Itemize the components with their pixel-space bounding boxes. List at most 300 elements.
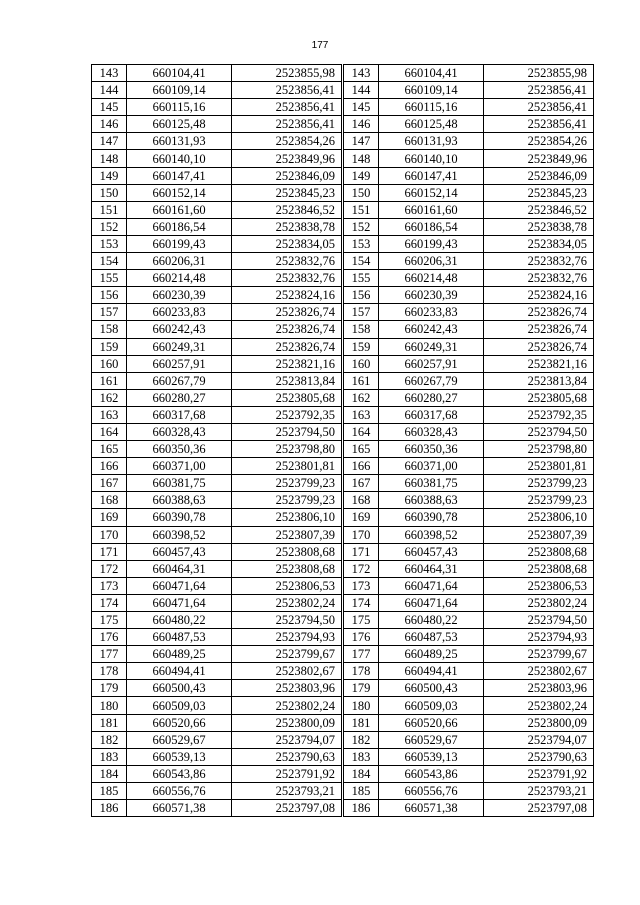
x-coordinate-cell: 660529,67: [127, 731, 232, 748]
point-number-cell: 152: [92, 218, 127, 235]
coordinates-table-right: [343, 64, 594, 817]
y-coordinate-cell: 2523854,26: [484, 133, 594, 150]
table-row: [92, 218, 342, 235]
x-coordinate-cell: 660233,83: [379, 304, 484, 321]
table-row: [92, 372, 342, 389]
y-coordinate-cell: 2523792,35: [232, 406, 342, 423]
x-coordinate-cell: 660206,31: [127, 253, 232, 270]
x-coordinate-cell: 660500,43: [379, 680, 484, 697]
point-number-cell: 156: [344, 287, 379, 304]
table-row: [92, 423, 342, 440]
x-coordinate-cell: 660509,03: [379, 697, 484, 714]
y-coordinate-cell: 2523791,92: [232, 765, 342, 782]
x-coordinate-cell: 660109,14: [127, 82, 232, 99]
x-coordinate-cell: 660199,43: [379, 235, 484, 252]
table-row: [344, 133, 594, 150]
point-number-cell: 147: [344, 133, 379, 150]
y-coordinate-cell: 2523792,35: [484, 406, 594, 423]
point-number-cell: 158: [344, 321, 379, 338]
y-coordinate-cell: 2523846,09: [484, 167, 594, 184]
x-coordinate-cell: 660214,48: [379, 270, 484, 287]
point-number-cell: 153: [92, 235, 127, 252]
point-number-cell: 171: [92, 543, 127, 560]
y-coordinate-cell: 2523806,10: [232, 509, 342, 526]
table-row: [344, 458, 594, 475]
x-coordinate-cell: 660233,83: [127, 304, 232, 321]
y-coordinate-cell: 2523832,76: [484, 270, 594, 287]
y-coordinate-cell: 2523806,53: [232, 577, 342, 594]
x-coordinate-cell: 660371,00: [379, 458, 484, 475]
y-coordinate-cell: 2523794,93: [484, 629, 594, 646]
table-row: [344, 800, 594, 817]
table-row: [92, 270, 342, 287]
table-row: [92, 782, 342, 799]
point-number-cell: 173: [92, 577, 127, 594]
point-number-cell: 154: [344, 253, 379, 270]
x-coordinate-cell: 660543,86: [127, 765, 232, 782]
x-coordinate-cell: 660471,64: [127, 594, 232, 611]
x-coordinate-cell: 660161,60: [127, 201, 232, 218]
y-coordinate-cell: 2523834,05: [484, 235, 594, 252]
y-coordinate-cell: 2523856,41: [484, 82, 594, 99]
table-row: [92, 321, 342, 338]
point-number-cell: 167: [92, 475, 127, 492]
point-number-cell: 183: [344, 748, 379, 765]
table-row: [344, 355, 594, 372]
x-coordinate-cell: 660186,54: [379, 218, 484, 235]
table-row: [344, 629, 594, 646]
table-row: [92, 492, 342, 509]
y-coordinate-cell: 2523807,39: [484, 526, 594, 543]
x-coordinate-cell: 660242,43: [379, 321, 484, 338]
point-number-cell: 144: [92, 82, 127, 99]
table-row: [92, 116, 342, 133]
table-row: [92, 680, 342, 697]
x-coordinate-cell: 660131,93: [379, 133, 484, 150]
y-coordinate-cell: 2523802,24: [232, 594, 342, 611]
table-row: [92, 441, 342, 458]
point-number-cell: 153: [344, 235, 379, 252]
table-row: [92, 663, 342, 680]
x-coordinate-cell: 660539,13: [379, 748, 484, 765]
point-number-cell: 144: [344, 82, 379, 99]
point-number-cell: 163: [92, 406, 127, 423]
y-coordinate-cell: 2523799,67: [232, 646, 342, 663]
y-coordinate-cell: 2523801,81: [484, 458, 594, 475]
point-number-cell: 172: [92, 560, 127, 577]
table-row: [92, 167, 342, 184]
y-coordinate-cell: 2523856,41: [232, 99, 342, 116]
point-number-cell: 172: [344, 560, 379, 577]
y-coordinate-cell: 2523808,68: [232, 543, 342, 560]
y-coordinate-cell: 2523806,10: [484, 509, 594, 526]
y-coordinate-cell: 2523801,81: [232, 458, 342, 475]
y-coordinate-cell: 2523821,16: [484, 355, 594, 372]
x-coordinate-cell: 660109,14: [379, 82, 484, 99]
table-row: [92, 509, 342, 526]
coordinates-table-left: [91, 64, 342, 817]
table-row: [344, 65, 594, 82]
table-row: [344, 270, 594, 287]
point-number-cell: 173: [344, 577, 379, 594]
table-row: [344, 235, 594, 252]
y-coordinate-cell: 2523805,68: [232, 389, 342, 406]
x-coordinate-cell: 660480,22: [379, 612, 484, 629]
x-coordinate-cell: 660571,38: [379, 800, 484, 817]
x-coordinate-cell: 660480,22: [127, 612, 232, 629]
x-coordinate-cell: 660350,36: [379, 441, 484, 458]
point-number-cell: 149: [344, 167, 379, 184]
y-coordinate-cell: 2523826,74: [232, 321, 342, 338]
x-coordinate-cell: 660257,91: [379, 355, 484, 372]
x-coordinate-cell: 660257,91: [127, 355, 232, 372]
x-coordinate-cell: 660267,79: [127, 372, 232, 389]
x-coordinate-cell: 660152,14: [127, 184, 232, 201]
point-number-cell: 177: [92, 646, 127, 663]
y-coordinate-cell: 2523798,80: [232, 441, 342, 458]
point-number-cell: 162: [344, 389, 379, 406]
point-number-cell: 171: [344, 543, 379, 560]
table-row: [92, 748, 342, 765]
table-row: [344, 218, 594, 235]
x-coordinate-cell: 660186,54: [127, 218, 232, 235]
table-row: [344, 714, 594, 731]
point-number-cell: 184: [92, 765, 127, 782]
x-coordinate-cell: 660529,67: [379, 731, 484, 748]
table-row: [344, 663, 594, 680]
y-coordinate-cell: 2523794,07: [484, 731, 594, 748]
point-number-cell: 170: [92, 526, 127, 543]
table-row: [344, 543, 594, 560]
y-coordinate-cell: 2523794,07: [232, 731, 342, 748]
x-coordinate-cell: 660494,41: [127, 663, 232, 680]
table-row: [92, 287, 342, 304]
x-coordinate-cell: 660104,41: [379, 65, 484, 82]
x-coordinate-cell: 660371,00: [127, 458, 232, 475]
point-number-cell: 166: [344, 458, 379, 475]
point-number-cell: 161: [92, 372, 127, 389]
y-coordinate-cell: 2523808,68: [232, 560, 342, 577]
y-coordinate-cell: 2523826,74: [232, 304, 342, 321]
x-coordinate-cell: 660556,76: [127, 782, 232, 799]
table-row: [344, 782, 594, 799]
y-coordinate-cell: 2523803,96: [484, 680, 594, 697]
point-number-cell: 165: [92, 441, 127, 458]
table-row: [344, 372, 594, 389]
table-row: [344, 201, 594, 218]
table-row: [344, 167, 594, 184]
x-coordinate-cell: 660520,66: [379, 714, 484, 731]
point-number-cell: 157: [92, 304, 127, 321]
point-number-cell: 165: [344, 441, 379, 458]
y-coordinate-cell: 2523808,68: [484, 560, 594, 577]
x-coordinate-cell: 660242,43: [127, 321, 232, 338]
point-number-cell: 183: [92, 748, 127, 765]
y-coordinate-cell: 2523838,78: [232, 218, 342, 235]
x-coordinate-cell: 660140,10: [379, 150, 484, 167]
table-row: [344, 748, 594, 765]
y-coordinate-cell: 2523798,80: [484, 441, 594, 458]
x-coordinate-cell: 660328,43: [127, 423, 232, 440]
point-number-cell: 185: [344, 782, 379, 799]
table-row: [92, 133, 342, 150]
table-row: [344, 509, 594, 526]
y-coordinate-cell: 2523805,68: [484, 389, 594, 406]
x-coordinate-cell: 660115,16: [379, 99, 484, 116]
table-row: [344, 338, 594, 355]
point-number-cell: 151: [92, 201, 127, 218]
point-number-cell: 182: [344, 731, 379, 748]
table-row: [344, 99, 594, 116]
y-coordinate-cell: 2523832,76: [484, 253, 594, 270]
x-coordinate-cell: 660125,48: [379, 116, 484, 133]
x-coordinate-cell: 660494,41: [379, 663, 484, 680]
point-number-cell: 186: [344, 800, 379, 817]
y-coordinate-cell: 2523802,24: [484, 594, 594, 611]
table-row: [92, 526, 342, 543]
y-coordinate-cell: 2523793,21: [484, 782, 594, 799]
point-number-cell: 178: [92, 663, 127, 680]
table-row: [344, 304, 594, 321]
point-number-cell: 147: [92, 133, 127, 150]
table-row: [344, 765, 594, 782]
point-number-cell: 156: [92, 287, 127, 304]
x-coordinate-cell: 660350,36: [127, 441, 232, 458]
y-coordinate-cell: 2523855,98: [232, 65, 342, 82]
x-coordinate-cell: 660115,16: [127, 99, 232, 116]
table-row: [344, 253, 594, 270]
x-coordinate-cell: 660328,43: [379, 423, 484, 440]
x-coordinate-cell: 660381,75: [379, 475, 484, 492]
point-number-cell: 159: [344, 338, 379, 355]
table-row: [92, 304, 342, 321]
table-row: [92, 253, 342, 270]
x-coordinate-cell: 660457,43: [127, 543, 232, 560]
y-coordinate-cell: 2523799,23: [232, 492, 342, 509]
point-number-cell: 178: [344, 663, 379, 680]
x-coordinate-cell: 660543,86: [379, 765, 484, 782]
x-coordinate-cell: 660249,31: [127, 338, 232, 355]
y-coordinate-cell: 2523800,09: [232, 714, 342, 731]
table-row: [92, 201, 342, 218]
table-row: [344, 492, 594, 509]
x-coordinate-cell: 660140,10: [127, 150, 232, 167]
y-coordinate-cell: 2523802,24: [232, 697, 342, 714]
table-row: [92, 800, 342, 817]
x-coordinate-cell: 660381,75: [127, 475, 232, 492]
table-row: [92, 406, 342, 423]
y-coordinate-cell: 2523845,23: [484, 184, 594, 201]
point-number-cell: 179: [344, 680, 379, 697]
table-row: [92, 235, 342, 252]
y-coordinate-cell: 2523824,16: [484, 287, 594, 304]
y-coordinate-cell: 2523806,53: [484, 577, 594, 594]
y-coordinate-cell: 2523813,84: [484, 372, 594, 389]
x-coordinate-cell: 660398,52: [379, 526, 484, 543]
point-number-cell: 154: [92, 253, 127, 270]
point-number-cell: 185: [92, 782, 127, 799]
x-coordinate-cell: 660390,78: [379, 509, 484, 526]
x-coordinate-cell: 660206,31: [379, 253, 484, 270]
x-coordinate-cell: 660147,41: [127, 167, 232, 184]
y-coordinate-cell: 2523797,08: [232, 800, 342, 817]
point-number-cell: 176: [92, 629, 127, 646]
y-coordinate-cell: 2523802,67: [232, 663, 342, 680]
y-coordinate-cell: 2523832,76: [232, 253, 342, 270]
table-row: [344, 577, 594, 594]
x-coordinate-cell: 660500,43: [127, 680, 232, 697]
y-coordinate-cell: 2523808,68: [484, 543, 594, 560]
point-number-cell: 159: [92, 338, 127, 355]
x-coordinate-cell: 660317,68: [127, 406, 232, 423]
point-number-cell: 146: [92, 116, 127, 133]
x-coordinate-cell: 660464,31: [127, 560, 232, 577]
x-coordinate-cell: 660457,43: [379, 543, 484, 560]
x-coordinate-cell: 660131,93: [127, 133, 232, 150]
point-number-cell: 164: [92, 423, 127, 440]
table-row: [92, 594, 342, 611]
point-number-cell: 174: [92, 594, 127, 611]
y-coordinate-cell: 2523846,52: [232, 201, 342, 218]
table-row: [344, 82, 594, 99]
table-row: [92, 65, 342, 82]
x-coordinate-cell: 660147,41: [379, 167, 484, 184]
point-number-cell: 148: [92, 150, 127, 167]
table-row: [344, 560, 594, 577]
x-coordinate-cell: 660267,79: [379, 372, 484, 389]
point-number-cell: 170: [344, 526, 379, 543]
x-coordinate-cell: 660489,25: [379, 646, 484, 663]
point-number-cell: 166: [92, 458, 127, 475]
table-row: [344, 406, 594, 423]
x-coordinate-cell: 660471,64: [379, 594, 484, 611]
y-coordinate-cell: 2523799,23: [484, 492, 594, 509]
table-row: [92, 99, 342, 116]
y-coordinate-cell: 2523824,16: [232, 287, 342, 304]
y-coordinate-cell: 2523807,39: [232, 526, 342, 543]
y-coordinate-cell: 2523799,23: [484, 475, 594, 492]
y-coordinate-cell: 2523791,92: [484, 765, 594, 782]
y-coordinate-cell: 2523826,74: [484, 338, 594, 355]
x-coordinate-cell: 660152,14: [379, 184, 484, 201]
table-row: [92, 150, 342, 167]
x-coordinate-cell: 660388,63: [379, 492, 484, 509]
x-coordinate-cell: 660509,03: [127, 697, 232, 714]
table-row: [92, 82, 342, 99]
point-number-cell: 174: [344, 594, 379, 611]
y-coordinate-cell: 2523799,23: [232, 475, 342, 492]
x-coordinate-cell: 660471,64: [379, 577, 484, 594]
x-coordinate-cell: 660556,76: [379, 782, 484, 799]
point-number-cell: 175: [344, 612, 379, 629]
table-row: [92, 543, 342, 560]
point-number-cell: 152: [344, 218, 379, 235]
x-coordinate-cell: 660487,53: [127, 629, 232, 646]
point-number-cell: 160: [344, 355, 379, 372]
table-row: [92, 612, 342, 629]
table-row: [344, 423, 594, 440]
point-number-cell: 157: [344, 304, 379, 321]
point-number-cell: 150: [344, 184, 379, 201]
y-coordinate-cell: 2523802,24: [484, 697, 594, 714]
y-coordinate-cell: 2523846,52: [484, 201, 594, 218]
table-row: [344, 731, 594, 748]
point-number-cell: 168: [344, 492, 379, 509]
table-row: [92, 355, 342, 372]
x-coordinate-cell: 660398,52: [127, 526, 232, 543]
y-coordinate-cell: 2523794,50: [232, 612, 342, 629]
table-row: [344, 646, 594, 663]
y-coordinate-cell: 2523821,16: [232, 355, 342, 372]
table-row: [92, 475, 342, 492]
point-number-cell: 182: [92, 731, 127, 748]
table-row: [344, 321, 594, 338]
table-row: [92, 765, 342, 782]
point-number-cell: 181: [344, 714, 379, 731]
coordinates-table-left-body: [92, 65, 342, 817]
table-row: [344, 475, 594, 492]
table-row: [92, 577, 342, 594]
y-coordinate-cell: 2523790,63: [484, 748, 594, 765]
point-number-cell: 169: [92, 509, 127, 526]
point-number-cell: 160: [92, 355, 127, 372]
point-number-cell: 184: [344, 765, 379, 782]
x-coordinate-cell: 660390,78: [127, 509, 232, 526]
point-number-cell: 145: [344, 99, 379, 116]
y-coordinate-cell: 2523794,50: [232, 423, 342, 440]
x-coordinate-cell: 660520,66: [127, 714, 232, 731]
point-number-cell: 164: [344, 423, 379, 440]
x-coordinate-cell: 660161,60: [379, 201, 484, 218]
x-coordinate-cell: 660317,68: [379, 406, 484, 423]
coordinates-table-right-body: [344, 65, 594, 817]
point-number-cell: 151: [344, 201, 379, 218]
y-coordinate-cell: 2523803,96: [232, 680, 342, 697]
y-coordinate-cell: 2523856,41: [232, 82, 342, 99]
table-row: [344, 594, 594, 611]
table-row: [92, 697, 342, 714]
y-coordinate-cell: 2523846,09: [232, 167, 342, 184]
y-coordinate-cell: 2523797,08: [484, 800, 594, 817]
table-row: [92, 731, 342, 748]
point-number-cell: 155: [92, 270, 127, 287]
x-coordinate-cell: 660388,63: [127, 492, 232, 509]
y-coordinate-cell: 2523813,84: [232, 372, 342, 389]
x-coordinate-cell: 660230,39: [127, 287, 232, 304]
point-number-cell: 169: [344, 509, 379, 526]
y-coordinate-cell: 2523793,21: [232, 782, 342, 799]
y-coordinate-cell: 2523845,23: [232, 184, 342, 201]
x-coordinate-cell: 660104,41: [127, 65, 232, 82]
x-coordinate-cell: 660471,64: [127, 577, 232, 594]
point-number-cell: 158: [92, 321, 127, 338]
point-number-cell: 180: [344, 697, 379, 714]
y-coordinate-cell: 2523799,67: [484, 646, 594, 663]
point-number-cell: 163: [344, 406, 379, 423]
point-number-cell: 146: [344, 116, 379, 133]
point-number-cell: 181: [92, 714, 127, 731]
page-number: 177: [311, 40, 329, 51]
x-coordinate-cell: 660280,27: [379, 389, 484, 406]
x-coordinate-cell: 660125,48: [127, 116, 232, 133]
y-coordinate-cell: 2523802,67: [484, 663, 594, 680]
y-coordinate-cell: 2523826,74: [232, 338, 342, 355]
point-number-cell: 161: [344, 372, 379, 389]
table-row: [92, 646, 342, 663]
x-coordinate-cell: 660199,43: [127, 235, 232, 252]
y-coordinate-cell: 2523826,74: [484, 304, 594, 321]
table-row: [92, 389, 342, 406]
